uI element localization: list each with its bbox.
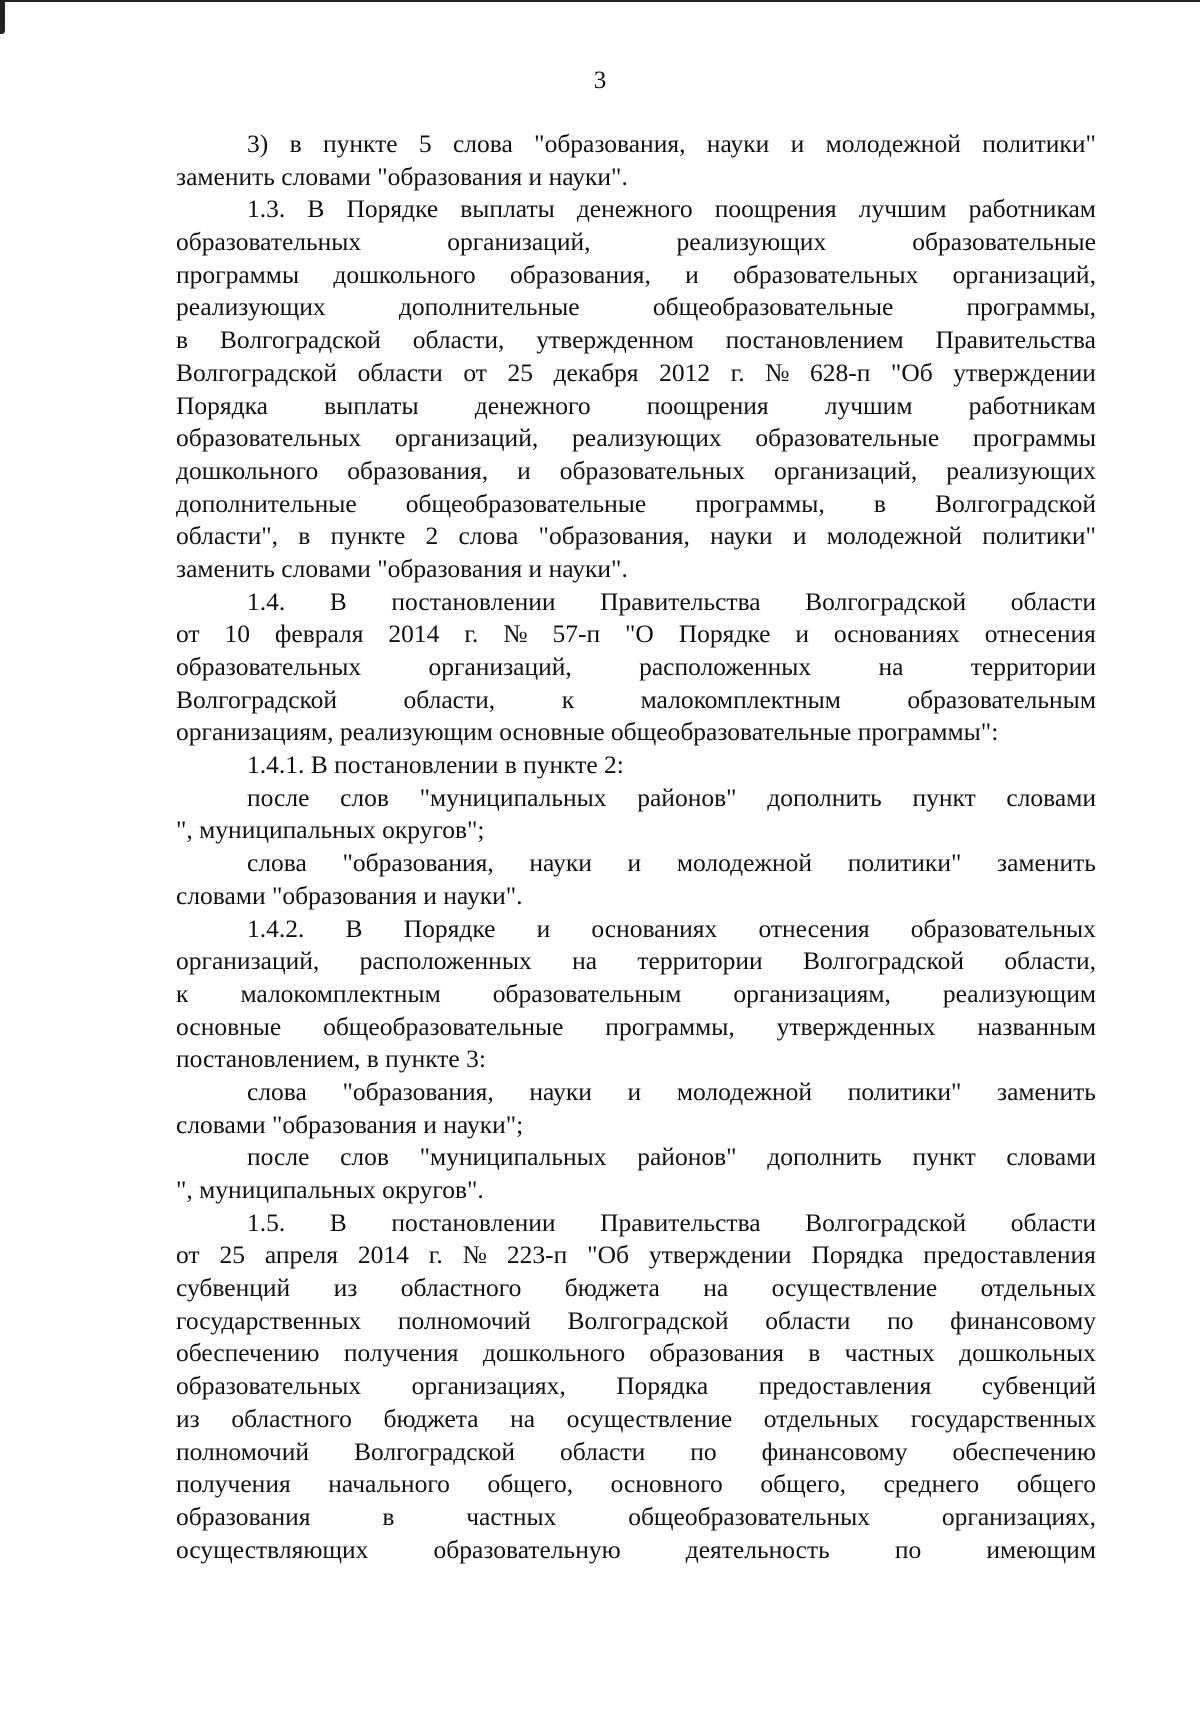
word: г. (428, 1240, 443, 1270)
word: Правительства (600, 1207, 761, 1237)
text-line (176, 324, 1096, 357)
text-line (176, 684, 1096, 717)
word: молодежной (676, 848, 813, 878)
word: Порядке (346, 194, 439, 224)
text-line (176, 1239, 1096, 1272)
word: в (298, 521, 311, 551)
word: организациях, (411, 1371, 566, 1401)
word: словами (1006, 1142, 1096, 1172)
word: на (703, 1273, 729, 1303)
word: финансовому (761, 1436, 908, 1466)
word: г. (464, 619, 479, 649)
word: отнесения (984, 619, 1096, 649)
word: В (329, 586, 347, 616)
page-number: 3 (593, 67, 607, 94)
word: программы, (966, 292, 1096, 322)
word: 25 (219, 1240, 245, 1270)
word: и (792, 521, 807, 551)
word: образования, (347, 455, 489, 485)
word: слова (247, 848, 307, 878)
word: области, (403, 684, 496, 714)
text-line (176, 945, 1096, 978)
word: слов (340, 1142, 389, 1172)
word: Порядке (678, 619, 771, 649)
word: "О (625, 619, 654, 649)
word: области (1010, 1207, 1096, 1237)
word: отдельных (763, 1403, 880, 1433)
word: 5 (418, 129, 432, 158)
word: 628-п (809, 357, 871, 387)
word: организаций, (952, 259, 1096, 289)
text-line: организациям, реализующим основные общеобразовательные программы": (176, 717, 999, 747)
word: образовательные (912, 227, 1096, 257)
word: выплаты (324, 390, 419, 420)
word: общеобразовательные (405, 488, 647, 518)
word: "образования, (342, 1076, 494, 1106)
word: районов" (637, 1142, 737, 1172)
word: Волгоградской (805, 586, 967, 616)
word: полномочий (397, 1305, 531, 1335)
word: расположенных (639, 652, 812, 681)
word: программы (972, 423, 1096, 453)
word: по (690, 1436, 717, 1466)
word: имеющим (986, 1534, 1096, 1564)
word: расположенных (359, 946, 532, 976)
word: образовательных (176, 423, 362, 453)
word: частных (844, 1338, 935, 1368)
word: 57-п (552, 619, 601, 649)
word: лучшим (858, 194, 947, 224)
word: от (463, 357, 487, 387)
word: в (289, 129, 302, 158)
word: Волгоградской (176, 684, 338, 714)
word: "Об (890, 357, 933, 387)
word: малокомплектным (640, 684, 841, 714)
text-line (176, 291, 1096, 324)
word: работникам (968, 194, 1096, 224)
text-line (176, 1534, 1096, 1567)
word: и (627, 1076, 642, 1106)
word: и (795, 619, 809, 649)
text-line: 1.4.1. В постановлении в пункте 2: (247, 750, 624, 780)
text-line (176, 1468, 1096, 1501)
word: политики" (847, 848, 962, 878)
document-body (176, 128, 1096, 1566)
word: "муниципальных (419, 782, 607, 812)
word: словами (1006, 782, 1096, 812)
word: основного (610, 1469, 723, 1499)
word: осуществление (771, 1273, 938, 1303)
text-line (176, 1337, 1096, 1370)
word: дополнить (767, 782, 882, 812)
word: В (345, 913, 363, 943)
word: дополнительные (398, 292, 580, 322)
text-line (176, 651, 1096, 684)
word: получения (176, 1469, 291, 1499)
word: получения (343, 1338, 459, 1368)
word: в (382, 1501, 395, 1531)
word: слова (458, 521, 519, 551)
word: молодежной (825, 129, 961, 158)
word: образовательным (492, 978, 682, 1008)
word: "образования, (534, 129, 686, 158)
word: отдельных (980, 1273, 1096, 1303)
word: реализующих (571, 423, 722, 453)
word: в (808, 1338, 821, 1368)
word: заменить (997, 1076, 1096, 1106)
word: № (765, 357, 790, 387)
word: программы, (605, 1011, 735, 1041)
text-line (176, 1272, 1096, 1305)
word: бюджета (564, 1273, 660, 1303)
word: программы (176, 259, 300, 289)
text-line: словами "образования и науки". (176, 880, 523, 910)
word: утвержденном (536, 325, 694, 355)
word: "Об (587, 1240, 629, 1270)
word: поощрения (714, 194, 837, 224)
text-line: ", муниципальных округов". (176, 1175, 484, 1204)
text-line (176, 978, 1096, 1011)
word: реализующих (676, 227, 827, 257)
text-line: ", муниципальных округов"; (176, 815, 485, 845)
word: государственных (176, 1305, 362, 1335)
word: организаций, (176, 946, 320, 976)
word: Волгоградской (354, 1436, 516, 1466)
word: на (572, 946, 598, 976)
word: территории (970, 652, 1096, 681)
word: № (503, 619, 528, 649)
word: Волгоградской (219, 325, 381, 355)
word: пункте (322, 129, 398, 158)
word: 1.4.2. (247, 913, 305, 943)
word: Волгоградской (567, 1305, 729, 1335)
word: области (560, 1436, 646, 1466)
text-line (176, 422, 1096, 455)
word: пункт (912, 1142, 976, 1172)
word: работникам (968, 390, 1096, 420)
word: утверждении (953, 357, 1096, 387)
word: утверждении (648, 1240, 792, 1270)
text-line: словами "образования и науки"; (176, 1109, 524, 1139)
word: "муниципальных (419, 1142, 607, 1172)
word: Правительства (935, 325, 1096, 355)
word: 25 (507, 357, 533, 387)
word: и (790, 129, 805, 158)
word: "образования, (538, 521, 690, 551)
word: науки (710, 521, 773, 551)
word: из (333, 1273, 358, 1303)
text-line (176, 1370, 1096, 1403)
word: Волгоградской (802, 946, 965, 976)
word: области (765, 1305, 851, 1335)
word: 223-п (506, 1240, 568, 1270)
text-line (176, 1141, 1096, 1174)
word: территории (637, 946, 763, 976)
word: науки (529, 1076, 592, 1106)
word: осуществляющих (176, 1534, 369, 1564)
word: государственных (910, 1403, 1096, 1433)
word: Порядке (403, 913, 496, 943)
word: образовательных (176, 227, 362, 257)
text-line (176, 1403, 1096, 1436)
word: Волгоградской (805, 1207, 967, 1237)
word: общего, (487, 1469, 574, 1499)
word: на (510, 1403, 536, 1433)
word: Порядка (176, 390, 268, 420)
word: от (176, 1240, 200, 1270)
word: субвенций (176, 1273, 291, 1303)
word: после (247, 1142, 310, 1172)
word: общеобразовательные (323, 1011, 564, 1041)
text-line (176, 782, 1096, 815)
word: утвержденных (776, 1011, 936, 1041)
word: слова (452, 129, 513, 158)
word: Порядка (616, 1371, 709, 1401)
word: постановлением (725, 325, 904, 355)
word: основные (176, 1011, 282, 1041)
word: реализующим (942, 978, 1096, 1008)
word: образовательных (176, 652, 362, 681)
word: дошкольного (176, 455, 319, 485)
word: от (176, 619, 200, 649)
word: дополнительные (176, 488, 357, 518)
word: дошкольного (333, 259, 476, 289)
text-line (176, 390, 1096, 423)
word: программы, (695, 488, 825, 518)
text-line (176, 1207, 1096, 1240)
word: по (887, 1305, 914, 1335)
word: реализующих (946, 455, 1096, 485)
word: дошкольного (482, 1338, 626, 1368)
word: политики" (847, 1076, 962, 1106)
word: "образования, (342, 848, 494, 878)
word: и (536, 913, 551, 943)
word: общеобразовательные (652, 292, 894, 322)
word: лучшим (824, 390, 913, 420)
text-line (176, 1436, 1096, 1469)
text-line (176, 357, 1096, 390)
word: образовательную (433, 1534, 621, 1564)
word: областного (231, 1403, 352, 1433)
text-line (176, 847, 1096, 880)
word: основаниях (833, 619, 960, 649)
word: образования, (509, 259, 651, 289)
word: образовательных (910, 913, 1096, 943)
word: постановлении (391, 586, 556, 616)
word: предоставления (923, 1240, 1096, 1270)
word: молодежной (826, 521, 963, 551)
word: и (517, 455, 531, 485)
text-line: заменить словами "образования и науки". (176, 161, 628, 191)
text-line (176, 193, 1096, 226)
word: слова (247, 1076, 307, 1106)
word: обеспечению (952, 1436, 1096, 1466)
text-line (176, 488, 1096, 521)
word: основаниях (591, 913, 718, 943)
text-line: заменить словами "образования и науки". (176, 553, 628, 583)
word: образования (649, 1338, 784, 1368)
word: субвенций (981, 1371, 1096, 1401)
word: финансовому (950, 1305, 1096, 1335)
word: и (685, 259, 699, 289)
word: организаций, (394, 423, 539, 453)
word: общеобразовательных (628, 1501, 871, 1531)
word: к (561, 684, 575, 714)
word: Порядка (811, 1240, 904, 1270)
text-line (176, 1501, 1096, 1534)
word: 10 (224, 619, 250, 649)
word: апреля (264, 1240, 338, 1270)
word: февраля (274, 619, 364, 649)
word: науки (706, 129, 770, 158)
word: организациям, (733, 978, 891, 1008)
word: Волгоградской (176, 357, 338, 387)
word: политики" (982, 521, 1096, 551)
word: пункт (912, 782, 976, 812)
word: 1.3. (247, 194, 286, 224)
word: среднего (883, 1469, 980, 1499)
word: деятельность (685, 1534, 830, 1564)
word: организациях, (941, 1501, 1096, 1531)
word: 1.5. (247, 1207, 286, 1237)
word: организаций, (428, 652, 572, 681)
word: названным (977, 1011, 1096, 1041)
word: предоставления (758, 1371, 932, 1401)
scan-edge-left (0, 0, 5, 34)
word: Правительства (600, 586, 761, 616)
word: г. (730, 357, 745, 387)
word: 2 (425, 521, 439, 551)
word: области, (1004, 946, 1096, 976)
word: областного (400, 1273, 522, 1303)
word: районов" (637, 782, 737, 812)
word: 2014 (388, 619, 440, 649)
text-line (176, 520, 1096, 553)
word: начального (328, 1469, 450, 1499)
word: области (357, 357, 443, 387)
word: в (176, 325, 189, 355)
word: 1.4. (247, 586, 286, 616)
text-line (176, 586, 1096, 619)
word: постановлении (391, 1207, 556, 1237)
word: заменить (997, 848, 1096, 878)
word: № (462, 1240, 487, 1270)
word: полномочий (176, 1436, 310, 1466)
word: частных (466, 1501, 557, 1531)
word: на (878, 652, 904, 681)
text-line (176, 1305, 1096, 1338)
scan-edge-top (0, 0, 1200, 2)
word: выплаты (460, 194, 555, 224)
text-line (176, 1011, 1096, 1044)
word: по (894, 1534, 922, 1564)
word: бюджета (383, 1403, 479, 1433)
text-line (176, 259, 1096, 292)
word: слов (340, 782, 389, 812)
text-line (176, 455, 1096, 488)
word: области (1010, 586, 1096, 616)
word: дошкольных (959, 1338, 1096, 1368)
word: декабря (553, 357, 639, 387)
word: науки (529, 848, 592, 878)
word: общего (1016, 1469, 1096, 1499)
text-line (176, 1076, 1096, 1109)
word: организаций, (774, 455, 918, 485)
word: политики" (982, 129, 1096, 158)
word: В (307, 194, 325, 224)
word: малокомплектным (240, 978, 441, 1008)
word: поощрения (646, 390, 769, 420)
text-line (176, 913, 1096, 946)
word: образовательным (907, 684, 1096, 714)
word: к (176, 978, 189, 1008)
word: области, (412, 325, 505, 355)
word: образовательных (733, 259, 919, 289)
word: 3) (247, 129, 269, 158)
word: и (627, 848, 642, 878)
word: образовательных (559, 455, 745, 485)
word: денежного (474, 390, 591, 420)
word: В (329, 1207, 347, 1237)
word: организаций, (447, 227, 591, 257)
word: отнесения (758, 913, 870, 943)
word: образовательных (176, 1371, 362, 1401)
word: осуществление (566, 1403, 733, 1433)
word: обеспечению (176, 1338, 320, 1368)
word: 2012 (659, 357, 711, 387)
word: из (176, 1403, 200, 1433)
text-line (176, 618, 1096, 651)
word: образовательные (755, 423, 940, 453)
word: в (873, 488, 886, 518)
word: дополнить (767, 1142, 882, 1172)
text-line (176, 128, 1096, 161)
word: молодежной (676, 1076, 813, 1106)
word: образования (176, 1501, 311, 1531)
word: 2014 (357, 1240, 409, 1270)
word: общего, (760, 1469, 846, 1499)
text-line (176, 226, 1096, 259)
word: денежного (576, 194, 693, 224)
word: Волгоградской (934, 488, 1096, 518)
word: после (247, 782, 310, 812)
word: области", (176, 521, 279, 551)
text-line: постановлением, в пункте 3: (176, 1044, 486, 1074)
word: реализующих (176, 292, 326, 322)
word: пункте (330, 521, 406, 551)
